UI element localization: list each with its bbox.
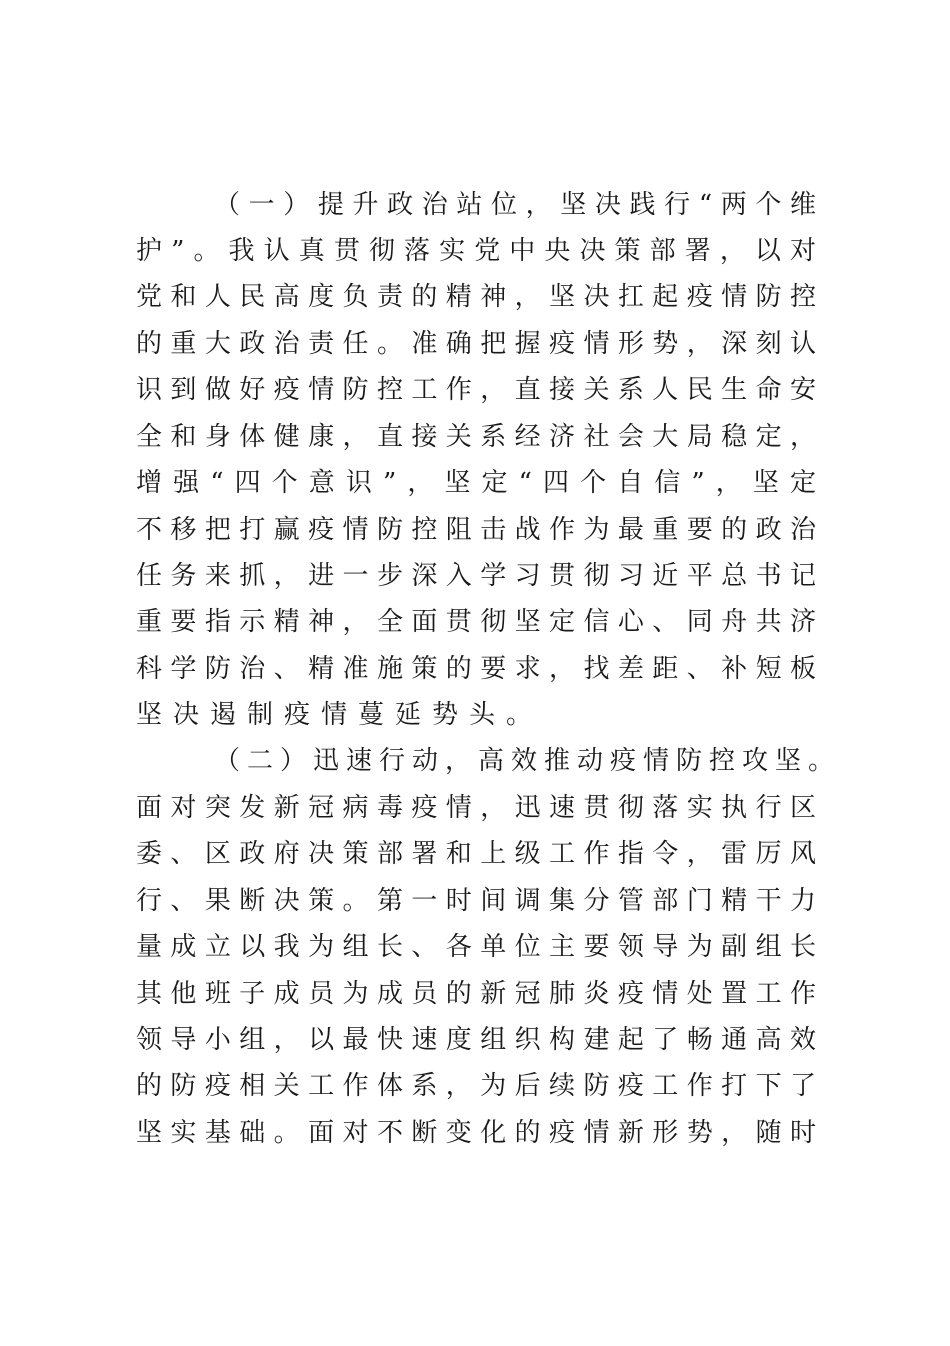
paragraph-line: 量成立以我为组长、各单位主要领导为副组长 [136, 932, 816, 962]
paragraph-line: 任务来抓，进一步深入学习贯彻习近平总书记 [136, 561, 816, 591]
paragraph-line: 其他班子成员为成员的新冠肺炎疫情处置工作 [136, 979, 816, 1009]
paragraph-line: 领导小组，以最快速度组织构建起了畅通高效 [136, 1025, 816, 1055]
paragraph-line: 面对突发新冠病毒疫情，迅速贯彻落实执行区 [136, 793, 816, 823]
paragraph-line: （一）提升政治站位，坚决践行“两个维 [214, 190, 816, 220]
paragraph-line: 的重大政治责任。准确把握疫情形势，深刻认 [136, 329, 816, 359]
paragraph-line: 不移把打赢疫情防控阻击战作为最重要的政治 [136, 515, 816, 545]
paragraph-line: 行、果断决策。第一时间调集分管部门精干力 [136, 886, 816, 916]
paragraph-line: 党和人民高度负责的精神，坚决扛起疫情防控 [136, 282, 816, 312]
paragraph-line: 重要指示精神，全面贯彻坚定信心、同舟共济 [136, 607, 816, 637]
paragraph-line: 坚决遏制疫情蔓延势头。 [136, 700, 544, 730]
paragraph-line: 的防疫相关工作体系，为后续防疫工作打下了 [136, 1071, 816, 1101]
paragraph-line: 坚实基础。面对不断变化的疫情新形势，随时 [136, 1118, 816, 1148]
paragraph-line: （二）迅速行动，高效推动疫情防控攻坚。 [214, 746, 834, 776]
paragraph-line: 科学防治、精准施策的要求，找差距、补短板 [136, 654, 816, 684]
paragraph-line: 委、区政府决策部署和上级工作指令，雷厉风 [136, 839, 816, 869]
paragraph-line: 全和身体健康，直接关系经济社会大局稳定， [136, 422, 816, 452]
paragraph-line: 护”。我认真贯彻落实党中央决策部署，以对 [136, 236, 816, 266]
paragraph-line: 增强“四个意识”，坚定“四个自信”，坚定 [136, 468, 816, 498]
paragraph-line: 识到做好疫情防控工作，直接关系人民生命安 [136, 375, 816, 405]
